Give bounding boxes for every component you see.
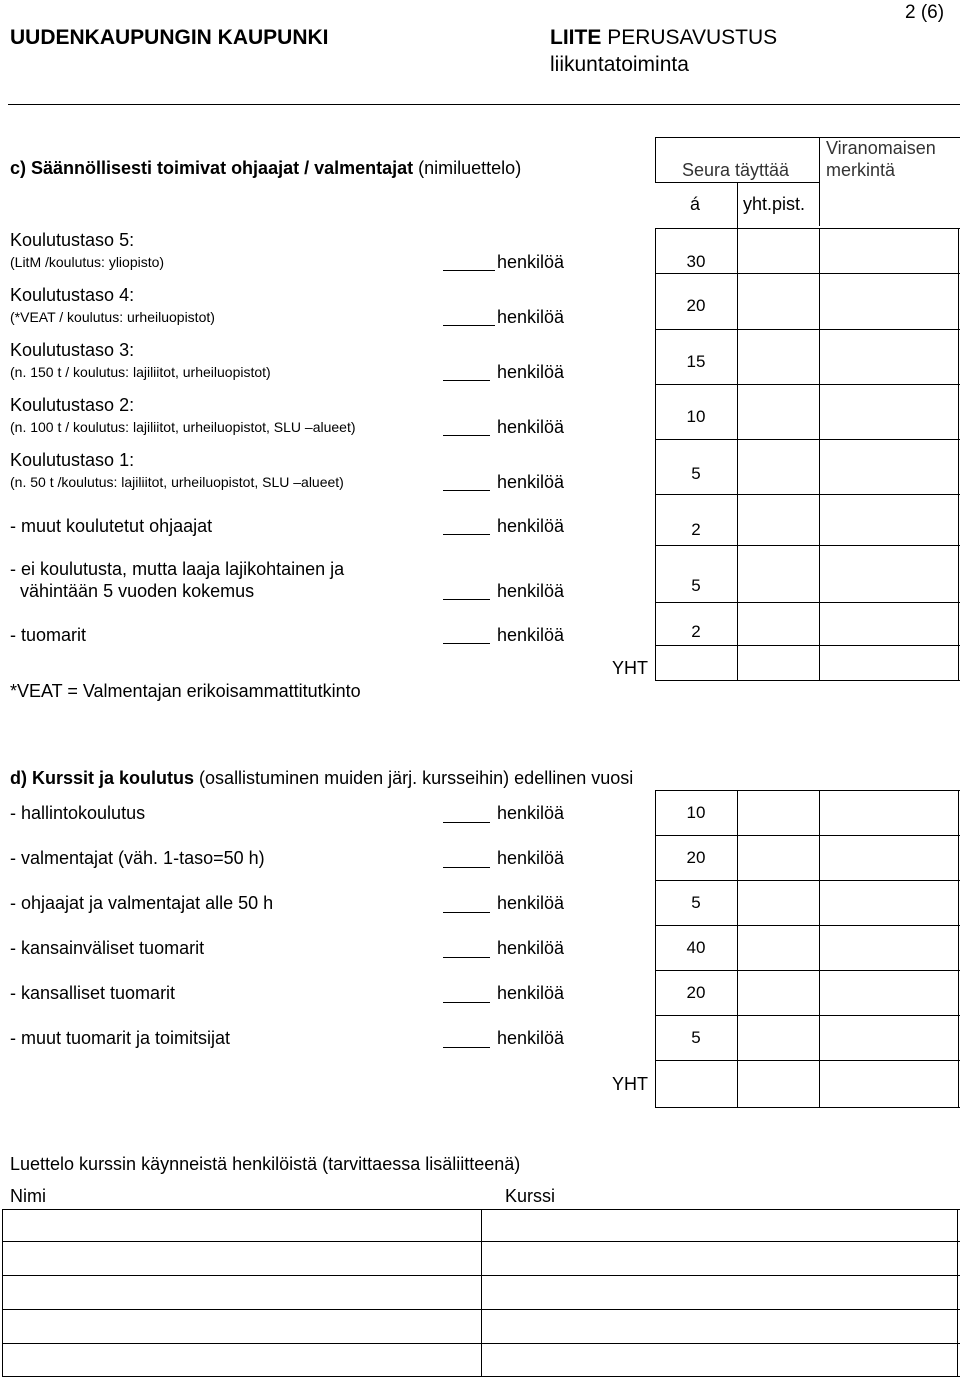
unit-price-header: á	[690, 194, 701, 214]
points-value: 2	[691, 622, 701, 641]
total-points-header: yht.pist.	[743, 194, 806, 214]
page-number: 2 (6)	[905, 2, 945, 23]
count-blank[interactable]	[443, 643, 490, 644]
points-value: 10	[686, 407, 706, 426]
footnote: *VEAT = Valmentajan erikoisammattitutkinto	[10, 681, 361, 701]
count-blank[interactable]	[443, 490, 490, 491]
organization-name: UUDENKAUPUNGIN KAUPUNKI	[10, 26, 329, 49]
viranomainen-header-line1: Viranomaisen	[826, 138, 936, 158]
points-value: 20	[686, 296, 706, 315]
count-blank[interactable]	[443, 957, 490, 958]
table-cell[interactable]	[483, 1211, 956, 1240]
appendix-subtitle: liikuntatoiminta	[550, 53, 689, 76]
points-value: 5	[691, 893, 701, 912]
appendix-name: PERUSAVUSTUS	[607, 26, 778, 49]
points-value: 20	[686, 848, 706, 867]
seura-header: Seura täyttää	[682, 160, 790, 180]
points-value: 5	[691, 1028, 701, 1047]
list-title: Luettelo kurssin käynneistä henkilöistä (tarvittaessa lisäliitteenä)	[10, 1154, 521, 1174]
count-blank[interactable]	[443, 1047, 490, 1048]
points-value: 20	[686, 983, 706, 1002]
table-cell[interactable]	[4, 1211, 480, 1240]
count-blank[interactable]	[443, 599, 490, 600]
name-column-header: Nimi	[10, 1186, 46, 1206]
points-value: 30	[686, 252, 706, 271]
count-blank[interactable]	[443, 270, 495, 271]
points-value: 40	[686, 938, 706, 957]
count-blank[interactable]	[443, 822, 490, 823]
total-label: YHT	[612, 658, 648, 678]
points-value: 15	[686, 352, 706, 371]
header-divider	[8, 104, 960, 105]
viranomainen-header-line2: merkintä	[826, 160, 896, 180]
total-label: YHT	[612, 1074, 648, 1094]
points-value: 10	[686, 803, 706, 822]
count-blank[interactable]	[443, 435, 490, 436]
points-value: 5	[691, 576, 701, 595]
points-value: 5	[691, 464, 701, 483]
count-blank[interactable]	[443, 534, 490, 535]
appendix-label: LIITE	[550, 26, 602, 49]
section-c-title: c) Säännöllisesti toimivat ohjaajat / valmentajat (nimiluettelo)	[10, 158, 522, 178]
section-d-title: d) Kurssit ja koulutus (osallistuminen muiden järj. kursseihin) edellinen vuosi	[10, 768, 634, 788]
count-blank[interactable]	[443, 380, 490, 381]
count-blank[interactable]	[443, 867, 490, 868]
count-blank[interactable]	[443, 912, 490, 913]
course-column-header: Kurssi	[505, 1186, 556, 1206]
count-blank[interactable]	[443, 325, 495, 326]
count-blank[interactable]	[443, 1002, 490, 1003]
appendix-title	[550, 26, 777, 50]
points-value: 2	[691, 520, 701, 539]
